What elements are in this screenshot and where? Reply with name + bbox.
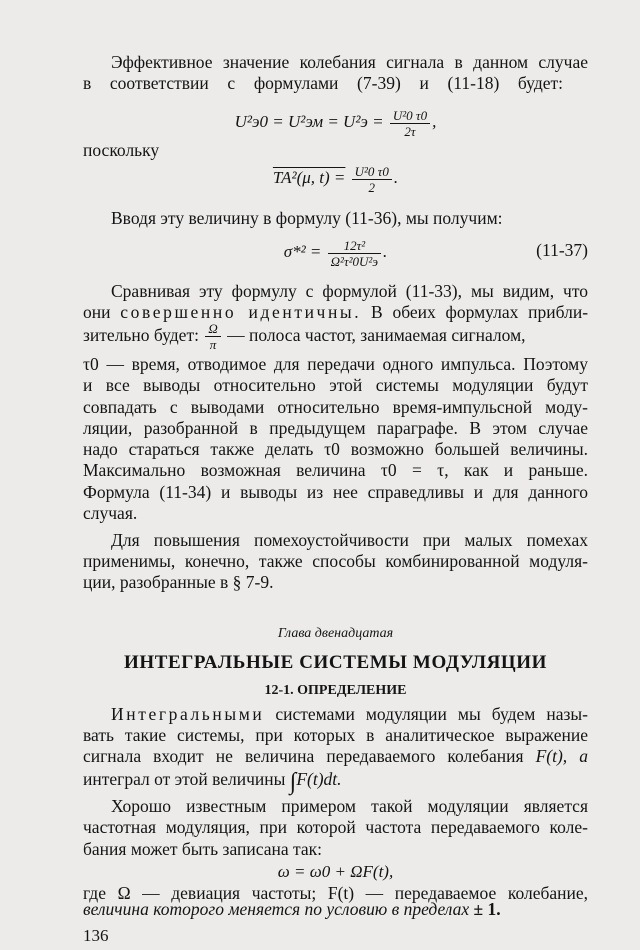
eq3-denominator: Ω²τ²0U²э — [330, 253, 379, 269]
para1-line1: Эффективное значение колебания сигнала в данном случае — [111, 52, 588, 72]
eq2-fraction — [352, 164, 392, 195]
para3-line2-end: В обеих формулах прибли- — [371, 302, 589, 322]
bandwidth-numerator: Ω — [205, 321, 220, 337]
para3-line6: совпадать с выводами относительно время-импульсной моду- — [83, 397, 588, 417]
para7-line1-start: где — [83, 883, 106, 903]
para5-line3-formula: F(t), а — [535, 746, 589, 766]
para4-line2: применимы, конечно, также способы комбинированной модуля- — [83, 551, 588, 571]
eq3-tail: . — [383, 242, 388, 261]
para6-line3: бания может быть записана так: — [83, 839, 322, 859]
bandwidth-denominator: π — [209, 337, 217, 353]
word-poskolku: поскольку — [83, 140, 160, 160]
para3-line8: надо стараться также делать τ0 возможно большей величины. — [83, 439, 588, 459]
para5-line4 — [83, 768, 588, 793]
equation-number: (11-37) — [536, 240, 588, 260]
para3-line3 — [83, 320, 588, 353]
equation-11-37 — [83, 232, 588, 272]
para6-line2: частотная модуляция, при которой частота передаваемого коле- — [83, 817, 588, 837]
integral-expression: F(t)dt. — [296, 769, 342, 789]
para3-line10: Формула (11-34) и выводы из нее справедливы и для данного — [83, 482, 588, 502]
eq3-lhs: σ*² = — [283, 242, 322, 261]
eq3-numerator: 12τ² — [328, 238, 381, 254]
para6-line1: Хорошо известным примером такой модуляции является — [111, 796, 588, 816]
para5-line1-end: системами модуляции мы будем назы- — [275, 704, 588, 724]
para3-line3-start: зительно будет: — [83, 325, 199, 345]
page-number: 136 — [83, 926, 109, 945]
eq3-fraction — [328, 238, 381, 269]
para7-range: ± 1. — [473, 899, 501, 919]
eq1-denominator: 2τ — [404, 123, 416, 139]
para7-line2-text: величина которого меняется по условию в пределах — [83, 899, 470, 919]
section-title: 12-1. ОПРЕДЕЛЕНИЕ — [264, 683, 407, 698]
para3-line1: Сравнивая эту формулу с формулой (11-33), мы видим, что — [111, 281, 588, 301]
para5-line2: вать такие системы, при которых в аналитическое выражение — [83, 725, 588, 745]
equation-frequency: ω = ω0 + ΩF(t), — [277, 862, 394, 881]
para3-line5: и все выводы относительно этой системы модуляции будут — [83, 375, 588, 395]
para5-line1 — [83, 703, 588, 725]
para2-line1: Вводя эту величину в формулу (11-36), мы получим: — [111, 208, 503, 228]
equation-mean-square — [83, 158, 588, 198]
para5-line3 — [83, 745, 588, 767]
para5-line4-start: интеграл от этой величины — [83, 769, 286, 789]
para3-line9: Максимально возможная величина τ0 = τ, как и раньше. — [83, 460, 588, 480]
eq1-numerator: U²0 τ0 — [390, 108, 430, 124]
chapter-title: ИНТЕГРАЛЬНЫЕ СИСТЕМЫ МОДУЛЯЦИИ — [123, 652, 548, 673]
integral-sign: ∫ — [289, 769, 297, 795]
chapter-label: Глава двенадцатая — [277, 626, 394, 641]
eq1-tail: , — [432, 112, 437, 131]
para3-line11: случая. — [83, 503, 138, 523]
equation-effective-value — [83, 102, 588, 142]
para1-line2: в соответствии с формулами (7-39) и (11-18) будет: — [83, 73, 563, 93]
eq2-denominator: 2 — [368, 179, 375, 195]
bandwidth-fraction — [205, 321, 220, 352]
para7-signal: F(t) — передаваемое колебание, — [327, 883, 589, 903]
para3-spaced-emphasis: совершенно идентичны. — [120, 302, 362, 322]
eq2-lhs: TA²(μ, t) = — [272, 168, 346, 187]
para4-line1: Для повышения помехоустойчивости при малых помехах — [111, 530, 588, 550]
eq2-numerator: U²0 τ0 — [352, 164, 392, 180]
para7-deviation: Ω — девиация частоты; — [117, 883, 317, 903]
para4-line3: ции, разобранные в § 7-9. — [83, 572, 274, 592]
para3-line3-end: — полоса частот, занимаемая сигналом, — [227, 325, 526, 345]
para3-line2-start: они — [83, 302, 111, 322]
para5-spaced-emphasis: Интегральными — [111, 704, 265, 724]
eq2-tail: . — [393, 168, 399, 187]
para3-line4: τ0 — время, отводимое для передачи одного импульса. Поэтому — [83, 354, 588, 374]
para5-line3-start: сигнала входит не величина передаваемого колебания — [83, 746, 524, 766]
para7-line2 — [83, 901, 588, 917]
para3-line7: ляции, разобранной в предыдущем параграфе. В этом случае — [83, 418, 588, 438]
eq1-lhs: U²э0 = U²эм = U²э = — [234, 112, 384, 131]
eq1-fraction — [390, 108, 430, 139]
